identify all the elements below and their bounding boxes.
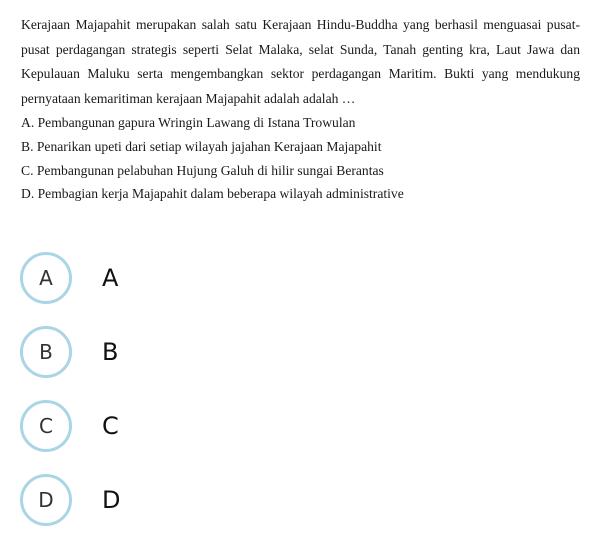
- answer-choice-d-label[interactable]: D: [102, 486, 121, 514]
- answer-choice-b[interactable]: [20, 326, 120, 400]
- answer-choice-c[interactable]: [20, 400, 120, 474]
- answer-choices: [20, 252, 120, 548]
- answer-choice-b-button[interactable]: B: [20, 326, 72, 378]
- answer-choice-d-button[interactable]: D: [20, 474, 72, 526]
- question-block: [21, 13, 580, 206]
- question-stem: Kerajaan Majapahit merupakan salah satu Kerajaan Hindu-Buddha yang berhasil menguasai pusat-pusat perdagangan strategis seperti Selat Malaka, selat Sunda, Tanah genting kra, Laut Jawa dan Kepulauan Maluku serta mengembangkan sektor perdagangan Maritim. Bukti yang mendukung pernyataan kemaritiman kerajaan Majapahit adalah adalah …: [21, 17, 580, 106]
- answer-choice-c-button[interactable]: C: [20, 400, 72, 452]
- answer-choice-d[interactable]: [20, 474, 120, 548]
- statement-option-d: D. Pembagian kerja Majapahit dalam beberapa wilayah administrative: [21, 186, 404, 202]
- answer-choice-c-label[interactable]: C: [102, 412, 119, 440]
- statement-option-a: A. Pembangunan gapura Wringin Lawang di Istana Trowulan: [21, 115, 356, 131]
- statement-option-c: C. Pembangunan pelabuhan Hujung Galuh di hilir sungai Berantas: [21, 162, 384, 178]
- answer-choice-a-label[interactable]: A: [102, 264, 119, 292]
- answer-choice-b-label[interactable]: B: [102, 338, 119, 366]
- answer-choice-a-button[interactable]: A: [20, 252, 72, 304]
- statement-option-b: B. Penarikan upeti dari setiap wilayah jajahan Kerajaan Majapahit: [21, 138, 382, 154]
- answer-choice-a[interactable]: [20, 252, 120, 326]
